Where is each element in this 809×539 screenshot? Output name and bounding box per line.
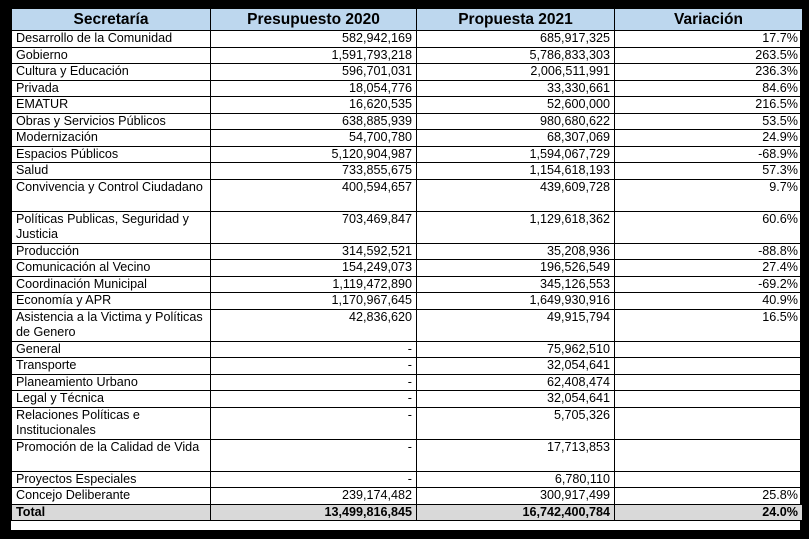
total-label: Total [12,504,211,521]
row-secretaria: Concejo Deliberante [12,488,211,505]
table-row [12,113,803,130]
row-presupuesto-2020: 400,594,657 [211,179,417,211]
row-presupuesto-2020: 1,170,967,645 [211,293,417,310]
row-presupuesto-2020: - [211,374,417,391]
row-propuesta-2021: 68,307,069 [417,130,615,147]
total-2020: 13,499,816,845 [211,504,417,521]
table-row [12,471,803,488]
row-secretaria: Desarrollo de la Comunidad [12,31,211,48]
row-secretaria: Relaciones Políticas e Institucionales [12,407,211,439]
row-propuesta-2021: 52,600,000 [417,97,615,114]
row-variacion [615,407,803,439]
table-row [12,341,803,358]
row-variacion [615,391,803,408]
row-propuesta-2021: 980,680,622 [417,113,615,130]
header-presupuesto-2020: Presupuesto 2020 [211,9,417,31]
row-variacion [615,374,803,391]
total-2021: 16,742,400,784 [417,504,615,521]
row-secretaria: Legal y Técnica [12,391,211,408]
table-row [12,97,803,114]
table-row [12,47,803,64]
row-propuesta-2021: 345,126,553 [417,276,615,293]
row-propuesta-2021: 439,609,728 [417,179,615,211]
row-presupuesto-2020: - [211,439,417,471]
row-propuesta-2021: 196,526,549 [417,260,615,277]
budget-table-frame [10,7,801,531]
row-secretaria: Convivencia y Control Ciudadano [12,179,211,211]
row-propuesta-2021: 5,705,326 [417,407,615,439]
header-variacion: Variación [615,9,803,31]
row-variacion [615,471,803,488]
row-secretaria: Cultura y Educación [12,64,211,81]
row-variacion: 216.5% [615,97,803,114]
row-presupuesto-2020: 5,120,904,987 [211,146,417,163]
row-presupuesto-2020: 1,119,472,890 [211,276,417,293]
total-row [12,504,803,521]
table-row [12,211,803,243]
table-row [12,64,803,81]
row-secretaria: Espacios Públicos [12,146,211,163]
row-propuesta-2021: 35,208,936 [417,243,615,260]
table-row [12,276,803,293]
row-secretaria: EMATUR [12,97,211,114]
row-secretaria: Promoción de la Calidad de Vida [12,439,211,471]
row-presupuesto-2020: 239,174,482 [211,488,417,505]
budget-table [11,8,803,521]
row-presupuesto-2020: - [211,341,417,358]
header-secretaria: Secretaría [12,9,211,31]
row-presupuesto-2020: 16,620,535 [211,97,417,114]
row-propuesta-2021: 1,594,067,729 [417,146,615,163]
row-secretaria: Planeamiento Urbano [12,374,211,391]
table-body [12,31,803,505]
table-row [12,243,803,260]
table-row [12,146,803,163]
row-secretaria: Obras y Servicios Públicos [12,113,211,130]
row-secretaria: Proyectos Especiales [12,471,211,488]
row-presupuesto-2020: 582,942,169 [211,31,417,48]
row-presupuesto-2020: 638,885,939 [211,113,417,130]
row-variacion [615,341,803,358]
row-secretaria: Salud [12,163,211,180]
row-propuesta-2021: 62,408,474 [417,374,615,391]
row-variacion: 16.5% [615,309,803,341]
row-propuesta-2021: 32,054,641 [417,358,615,375]
table-row [12,80,803,97]
table-row [12,179,803,211]
table-row [12,130,803,147]
row-propuesta-2021: 2,006,511,991 [417,64,615,81]
row-variacion: 17.7% [615,31,803,48]
row-propuesta-2021: 6,780,110 [417,471,615,488]
row-presupuesto-2020: 314,592,521 [211,243,417,260]
row-presupuesto-2020: 1,591,793,218 [211,47,417,64]
row-presupuesto-2020: 42,836,620 [211,309,417,341]
table-row [12,163,803,180]
row-presupuesto-2020: - [211,358,417,375]
table-row [12,309,803,341]
row-presupuesto-2020: 703,469,847 [211,211,417,243]
row-presupuesto-2020: - [211,407,417,439]
row-propuesta-2021: 17,713,853 [417,439,615,471]
row-variacion: 27.4% [615,260,803,277]
table-row [12,374,803,391]
row-variacion: 84.6% [615,80,803,97]
row-variacion: 40.9% [615,293,803,310]
table-row [12,260,803,277]
row-variacion: -69.2% [615,276,803,293]
row-secretaria: Transporte [12,358,211,375]
header-row [12,9,803,31]
row-variacion: 236.3% [615,64,803,81]
row-propuesta-2021: 1,129,618,362 [417,211,615,243]
row-variacion: 60.6% [615,211,803,243]
row-secretaria: Gobierno [12,47,211,64]
row-presupuesto-2020: 733,855,675 [211,163,417,180]
table-row [12,407,803,439]
table-row [12,391,803,408]
row-propuesta-2021: 75,962,510 [417,341,615,358]
table-row [12,439,803,471]
row-variacion: 53.5% [615,113,803,130]
row-secretaria: Modernización [12,130,211,147]
row-variacion [615,439,803,471]
row-variacion: 9.7% [615,179,803,211]
row-variacion: 24.9% [615,130,803,147]
row-variacion: -68.9% [615,146,803,163]
row-propuesta-2021: 1,649,930,916 [417,293,615,310]
table-row [12,358,803,375]
row-propuesta-2021: 300,917,499 [417,488,615,505]
row-secretaria: Asistencia a la Victima y Políticas de Genero [12,309,211,341]
row-propuesta-2021: 49,915,794 [417,309,615,341]
row-variacion: 263.5% [615,47,803,64]
row-secretaria: Comunicación al Vecino [12,260,211,277]
row-variacion: -88.8% [615,243,803,260]
row-propuesta-2021: 5,786,833,303 [417,47,615,64]
row-presupuesto-2020: - [211,391,417,408]
row-variacion: 25.8% [615,488,803,505]
row-secretaria: General [12,341,211,358]
row-propuesta-2021: 685,917,325 [417,31,615,48]
row-secretaria: Economía y APR [12,293,211,310]
row-propuesta-2021: 33,330,661 [417,80,615,97]
row-secretaria: Producción [12,243,211,260]
row-secretaria: Coordinación Municipal [12,276,211,293]
row-secretaria: Políticas Publicas, Seguridad y Justicia [12,211,211,243]
row-variacion: 57.3% [615,163,803,180]
row-presupuesto-2020: 154,249,073 [211,260,417,277]
table-row [12,293,803,310]
header-propuesta-2021: Propuesta 2021 [417,9,615,31]
row-presupuesto-2020: 596,701,031 [211,64,417,81]
row-presupuesto-2020: - [211,471,417,488]
row-variacion [615,358,803,375]
table-row [12,488,803,505]
total-variacion: 24.0% [615,504,803,521]
row-secretaria: Privada [12,80,211,97]
row-propuesta-2021: 32,054,641 [417,391,615,408]
row-presupuesto-2020: 54,700,780 [211,130,417,147]
table-row [12,31,803,48]
row-presupuesto-2020: 18,054,776 [211,80,417,97]
row-propuesta-2021: 1,154,618,193 [417,163,615,180]
